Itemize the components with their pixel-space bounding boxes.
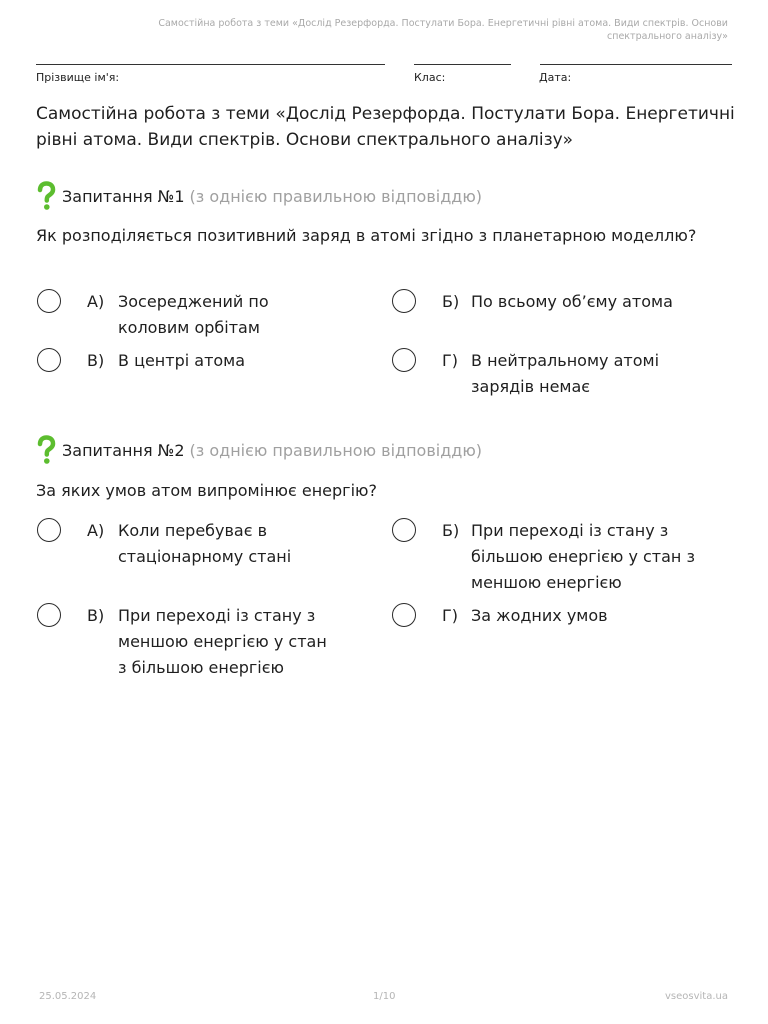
question-1-label: Запитання №1 [62,186,185,206]
date-label: Дата: [539,71,572,84]
option-text: За жодних умов [471,606,608,625]
document-title: Самостійна робота з теми «Дослід Резерфорда. Постулати Бора. Енергетичні рівні атома. Види спектрів. Основи спектрального аналізу» [36,104,735,150]
q2-option-c-radio[interactable] [37,603,61,627]
question-1-note: (з однією правильною відповіддю) [189,186,483,206]
q1-option-a-radio[interactable] [37,289,61,313]
question-1-text: Як розподіляється позитивний заряд в атомі згідно з планетарною моделлю? [36,226,697,245]
q2-option-a-radio[interactable] [37,518,61,542]
option-letter: В) [87,606,105,625]
option-text: В центрі атома [118,351,246,370]
q2-option-b-radio[interactable] [392,518,416,542]
q2-option-d-radio[interactable] [392,603,416,627]
class-label: Клас: [414,71,446,84]
q1-option-b-radio[interactable] [392,289,416,313]
option-letter: А) [87,521,105,540]
option-letter: В) [87,351,105,370]
option-text: По всьому об’єму атома [471,292,673,311]
option-text: В нейтральному атомі зарядів немає [471,351,660,396]
question-2-text: За яких умов атом випромінює енергію? [36,481,377,500]
class-field-line[interactable] [414,64,511,65]
footer-page-number: 1/10 [373,991,396,1002]
name-label: Прізвище ім'я: [36,71,120,84]
question-1-heading [36,180,482,212]
option-text: При переході із стану з меншою енергією у стан з більшою енергією [118,606,327,677]
option-text: Зосереджений по коловим орбітам [118,292,269,337]
question-2-note: (з однією правильною відповіддю) [189,440,483,460]
date-field-line[interactable] [540,64,732,65]
question-2-heading [36,434,482,466]
option-text: Коли перебуває в стаціонарному стані [118,521,292,566]
option-text: При переході із стану з більшою енергією у стан з меншою енергією [471,521,695,592]
question-mark-icon [36,181,56,211]
option-letter: Б) [442,292,460,311]
q1-option-c-radio[interactable] [37,348,61,372]
question-2-label: Запитання №2 [62,440,185,460]
option-letter: А) [87,292,105,311]
question-mark-icon [36,435,56,465]
option-letter: Г) [442,606,458,625]
footer-date: 25.05.2024 [39,991,97,1002]
option-letter: Б) [442,521,460,540]
footer-site: vseosvita.ua [665,991,728,1002]
name-field-line[interactable] [36,64,385,65]
option-letter: Г) [442,351,458,370]
q1-option-d-radio[interactable] [392,348,416,372]
running-header: Самостійна робота з теми «Дослід Резерфорда. Постулати Бора. Енергетичні рівні атома. Види спектрів. Основи спектрального аналізу» [158,18,728,42]
